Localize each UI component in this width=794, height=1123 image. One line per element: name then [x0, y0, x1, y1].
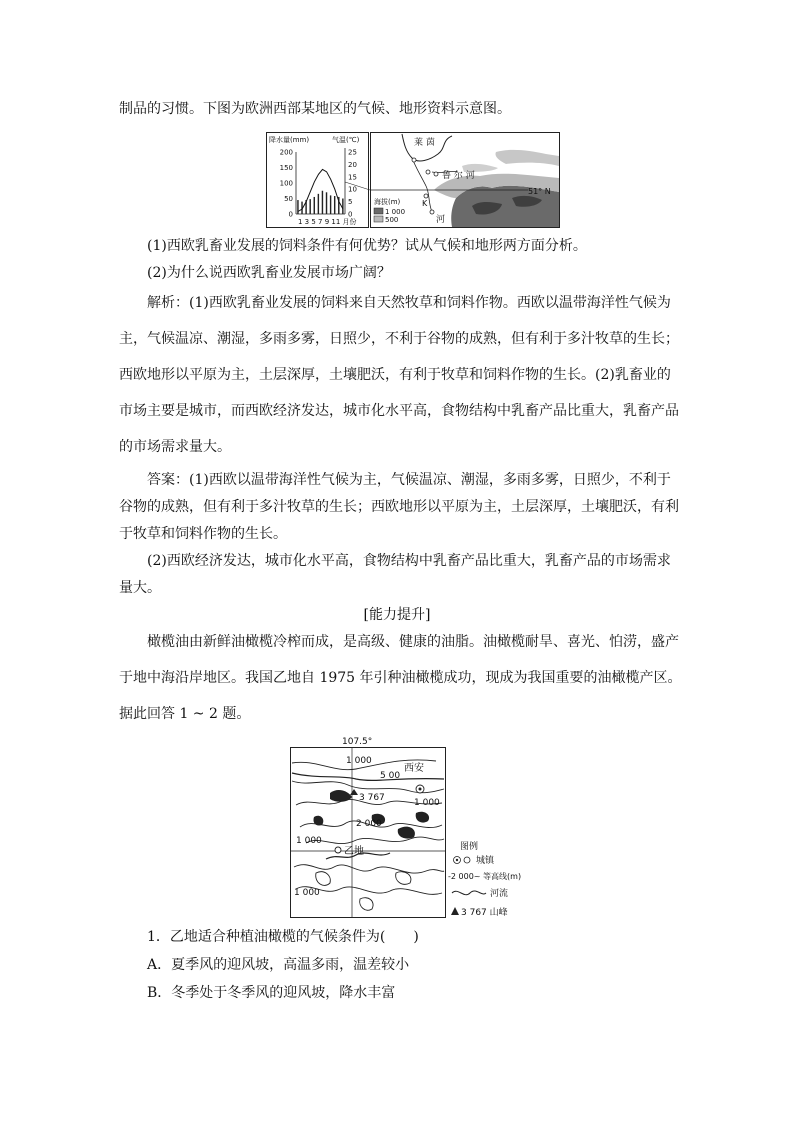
contour-label: 1 000: [414, 798, 440, 808]
precip-tick-label: 200: [279, 148, 293, 157]
city-xian-label: 西安: [404, 763, 424, 774]
peak-label: 3 767: [359, 793, 385, 803]
point-k: K: [422, 199, 428, 208]
qinling-map-svg: [286, 733, 536, 921]
paragraph-line: 于地中海沿岸地区。我国乙地自 1975 年引种油橄榄成功，现成为我国重要的油橄榄产区。: [119, 670, 682, 686]
precip-bar: [334, 196, 335, 214]
section-heading: [能力提升]: [363, 607, 431, 623]
precip-tick-label: 0: [288, 210, 293, 219]
place-yi-label: 乙地: [344, 846, 364, 857]
precip-tick-label: 100: [279, 179, 293, 188]
paragraph-line: 谷物的成熟，但有利于多汁牧草的生长；西欧地形以平原为主，土层深厚，土壤肥沃，有利: [119, 499, 679, 515]
paragraph-line: 解析：(1)西欧乳畜业发展的饲料来自天然牧草和饲料作物。西欧以温带海洋性气候为: [147, 295, 671, 311]
legend-peak: 3 767 山峰: [461, 908, 508, 918]
paragraph-line: 主，气候温凉、潮湿，多雨多雾，日照少，不利于谷物的成熟，但有利于多汁牧草的生长；: [119, 331, 679, 347]
precip-bar: [318, 194, 319, 214]
paragraph-line: 制品的习惯。下图为欧洲西部某地区的气候、地形资料示意图。: [119, 101, 511, 117]
temp-tick-label: 5: [348, 198, 353, 207]
month-axis-label: 1 3 5 7 9 11 月份: [298, 218, 357, 226]
paragraph-line: 于牧草和饲料作物的生长。: [119, 526, 287, 542]
contour-label: 1 000: [294, 888, 320, 898]
rhine-label: 莱 茵: [414, 138, 435, 148]
paragraph-line: (2)西欧经济发达，城市化水平高，食物结构中乳畜产品比重大，乳畜产品的市场需求: [147, 553, 671, 569]
legend-500: 500: [385, 216, 399, 224]
precip-axis-label: 降水量(mm): [269, 136, 310, 144]
paragraph-line: (2)为什么说西欧乳畜业发展市场广阔？: [147, 265, 391, 281]
paragraph-line: 西欧地形以平原为主，土层深厚，土壤肥沃，有利于牧草和饲料作物的生长。(2)乳畜业的: [119, 367, 671, 383]
precip-tick-label: 150: [279, 164, 293, 172]
question-stem: 1．乙地适合种植油橄榄的气候条件为( ): [147, 929, 419, 945]
paragraph-line: 据此回答 1 ~ 2 题。: [119, 706, 251, 722]
legend-river: 河流: [490, 889, 509, 899]
legend-town: 城镇: [476, 856, 495, 866]
option-a: A．夏季风的迎风坡，高温多雨，温差较小: [147, 957, 410, 973]
precip-bar: [326, 192, 327, 214]
paragraph-line: 橄榄油由新鲜油橄榄冷榨而成，是高级、健康的油脂。油橄榄耐旱、喜光、怕涝，盛产: [147, 634, 679, 650]
paragraph-line: 市场主要是城市，而西欧经济发达，城市化水平高，食物结构中乳畜产品比重大，乳畜产品: [119, 403, 679, 419]
legend-swatch-500: [374, 216, 383, 222]
temp-tick-label: 20: [348, 160, 357, 169]
ruhr-label: 鲁 尔 河: [442, 171, 475, 181]
temp-tick-label: 25: [348, 148, 357, 157]
latitude-label: 51° N: [528, 187, 551, 196]
temp-tick-label: 10: [348, 185, 357, 194]
legend-title: 图例: [460, 842, 479, 852]
paragraph-line: 的市场需求量大。: [119, 439, 231, 455]
precip-bar: [322, 191, 323, 214]
temp-axis-label: 气温(℃): [332, 136, 360, 144]
legend-title: 海拔(m): [374, 198, 401, 206]
paragraph-line: 答案：(1)西欧以温带海洋性气候为主，气候温凉、潮湿，多雨多雾，日照少，不利于: [147, 472, 671, 488]
city-marker: [412, 158, 416, 162]
option-b: B．冬季处于冬季风的迎风坡，降水丰富: [147, 985, 396, 1001]
climate-terrain-svg: [266, 132, 560, 228]
contour-label: 1 000: [346, 756, 372, 766]
paragraph-line: (1)西欧乳畜业发展的饲料条件有何优势？试从气候和地形两方面分析。: [147, 238, 587, 254]
contour-label: 5 00: [380, 771, 401, 781]
temp-tick-label: 0: [348, 210, 353, 219]
precip-bar: [342, 199, 343, 215]
qinling-map-figure: [286, 733, 536, 921]
precip-bar: [314, 197, 315, 214]
precip-bar: [297, 200, 298, 214]
precip-tick-label: 50: [284, 195, 293, 203]
precip-bar: [309, 199, 310, 214]
temp-tick-label: 15: [348, 173, 357, 182]
longitude-label: 107.5°: [342, 737, 373, 747]
legend-river-icon: [452, 891, 486, 895]
legend-peak-icon: [451, 907, 459, 915]
contour-label: 2 000: [356, 819, 382, 829]
legend-swatch-1000: [374, 208, 383, 214]
climate-terrain-figure: [266, 132, 560, 228]
river-label-2: 河: [436, 215, 446, 225]
legend-contour: -2 000~ 等高线(m): [448, 872, 522, 881]
place-yi-marker: [335, 847, 341, 853]
legend-1000: 1 000: [385, 208, 406, 216]
paragraph-line: 量大。: [119, 580, 161, 596]
contour-label: 1 000: [296, 836, 322, 846]
precip-bar: [330, 195, 331, 214]
